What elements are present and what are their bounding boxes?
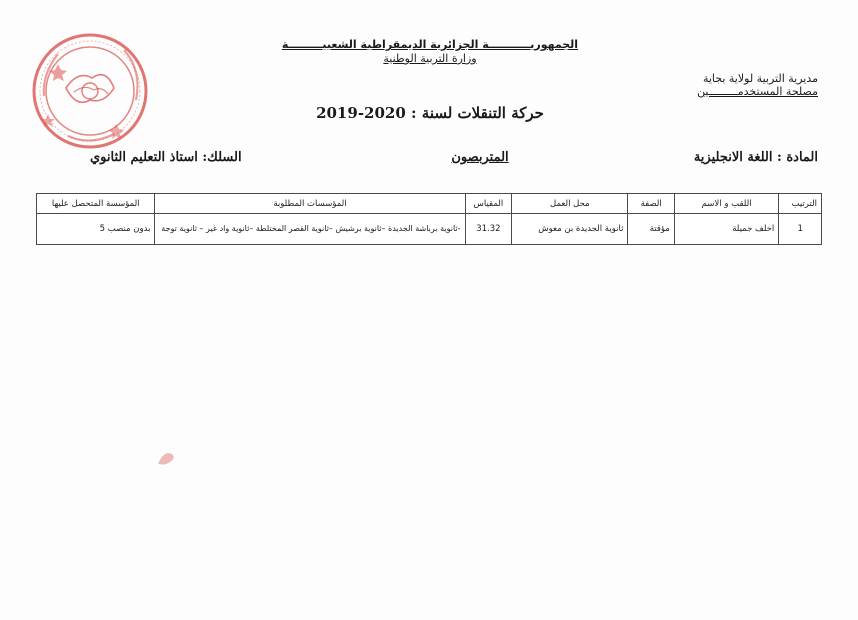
cell-name: اخلف جميلة — [674, 214, 778, 245]
subject-label: المادة : اللغة الانجليزية — [693, 150, 818, 165]
cell-score: 31.32 — [465, 214, 512, 245]
republic-name: الجمهوريـــــــــــة الجزائرية الديمقراطية الشعبيـــــــــة — [281, 38, 579, 51]
cell-obtained: بدون منصب 5 — [37, 214, 155, 245]
header-score: المقياس — [465, 194, 512, 214]
header-center-block — [270, 38, 590, 66]
table-header-row — [37, 194, 822, 214]
header-workplace: محل العمل — [512, 194, 628, 214]
transfers-table — [36, 193, 822, 245]
table-row — [37, 214, 822, 245]
subject-row — [90, 150, 818, 172]
header-obtained: المؤسسة المتحصل عليها — [37, 194, 155, 214]
service-name: مصلحة المستخدمـــــــــين — [697, 85, 818, 98]
corps-label: السلك: استاذ التعليم الثانوي — [90, 150, 242, 165]
cell-workplace: ثانوية الجديدة بن معوش — [512, 214, 628, 245]
ink-mark — [154, 444, 180, 470]
cell-rank: 1 — [779, 214, 822, 245]
document-title: حركة التنقلات لسنة : 2020-2019 — [316, 104, 544, 122]
category-label: المتربصون — [451, 150, 509, 165]
header-rank: الترتيب — [779, 194, 822, 214]
header-right-block — [638, 72, 818, 98]
ministry-name: وزارة التربية الوطنية — [383, 52, 477, 65]
directorate-name: مديرية التربية لولاية بجاية — [702, 72, 818, 85]
cell-status: مؤقتة — [628, 214, 674, 245]
header-requested: المؤسسات المطلوبة — [155, 194, 465, 214]
cell-requested: -ثانوية برباشة الجديدة –ثانوية برشيش –ثانوية القصر المختلطة –ثانوية واد غير – ثانوية توجة — [155, 214, 465, 245]
header-name: اللقب و الاسم — [674, 194, 778, 214]
header-status: الصفة — [628, 194, 674, 214]
official-seal-stamp — [28, 30, 152, 152]
